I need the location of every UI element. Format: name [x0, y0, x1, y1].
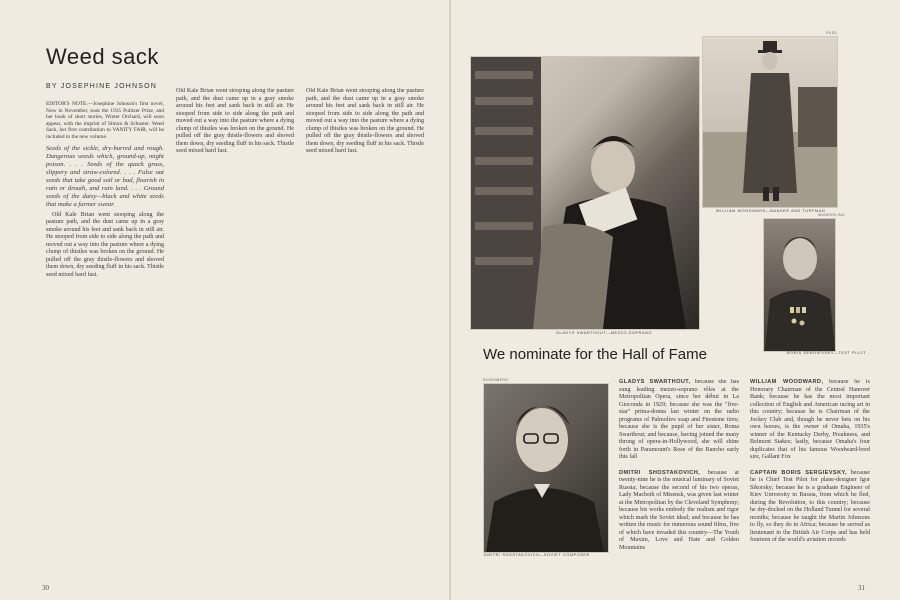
nominee-woodward: [750, 379, 870, 462]
swarthout-photo: [470, 56, 700, 330]
nominee-column-right: [750, 379, 870, 571]
left-column-3: [306, 88, 424, 571]
photo-credit-bottom: ROSENBERG: [483, 378, 509, 382]
sergievsky-caption: BORIS SERGIEVSKY—TEST PILOT: [787, 351, 867, 355]
sergievsky-photo-illustration: [764, 219, 835, 351]
right-folio: 31: [858, 584, 865, 592]
left-folio: 30: [42, 584, 49, 592]
nominee-text: because at twenty-nine he is the musical luminary of Soviet Russia; because the second of his two operas, Lady Macbeth of Mtsensk, was given last winter at the Metropolitan by the Cleveland Symphony; because his works embody the realism and rigor which mark the Soviet ideal; and because he has written the music for numerous sound films, five of which have invaded this country—The Youth of Maxim, Love and Hate and Golden Mountains: [619, 469, 739, 551]
article-title: Weed sack: [46, 44, 159, 69]
body-paragraph: Old Kale Brian went stooping along the pasture path, and the dust came up in a gray smoke around his feet and sank back in still air. He stooped from side to side along the path and moved out a way into the pasture where a dying clump of thistles was broken on the ground. He pulled off the gray thistle-flowers and shoved them down, dry seeding fluff in his sack. Thistle seed mixed hard fast.: [176, 88, 294, 154]
nominee-shostakovich: [619, 470, 739, 553]
shostakovich-photo-illustration: [484, 384, 608, 552]
editors-note: EDITOR'S NOTE.—Josephine Johnson's first novel, Now in November, took the 1935 Pulitzer Prize, and her book of short stories, Winter Orchard, will soon appear, with the imprint of Simon & Schuster. Weed Sack, her first contribution to VANITY FAIR, will be included in the new volume.: [46, 101, 164, 140]
article-byline: BY JOSEPHINE JOHNSON: [46, 83, 158, 90]
woodward-caption: WILLIAM WOODWARD—BANKER AND TURFMAN: [716, 209, 826, 213]
nominee-name: GLADYS SWARTHOUT,: [619, 379, 691, 385]
swarthout-caption: GLADYS SWARTHOUT—MEZZO-SOPRANO: [556, 331, 653, 335]
shostakovich-photo: [483, 383, 609, 553]
nominee-text: because she has sung leading mezzo-soprano rôles at the Metropolitan Opera, since her début in La Gioconda in 1929; because she was the "five-star" prima-donna last winter on the radio programs of Palmolive soap and Firestone tires; because she is the pupil of her sister, Roma Swarthout; and because, having joined the many throng of opera-in-Hollywood, she will shine forth in Paramount's Rose of the Rancho early this fall: [619, 379, 739, 460]
nominee-column-middle: [619, 379, 739, 571]
section-headline: We nominate for the Hall of Fame: [483, 346, 707, 363]
nominee-sergievsky: [750, 470, 870, 545]
sergievsky-photo: [763, 218, 836, 352]
photo-credit-mid: WANDERLING: [818, 213, 845, 217]
woodward-photo-illustration: [703, 37, 837, 207]
left-column-2: [176, 88, 294, 571]
left-column-1: [46, 101, 164, 571]
photo-credit-top: RUSS: [826, 31, 838, 35]
nominee-name: CAPTAIN BORIS SERGIEVSKY,: [750, 469, 847, 476]
shostakovich-caption: DMITRI SHOSTAKOVICH—SOVIET COMPOSER: [484, 553, 590, 557]
body-paragraph: Old Kale Brian went stooping along the pasture path, and the dust came up in a gray smoke around his feet and sank back in still air. He stooped from side to side along the path and moved out a way into the pasture where a dying clump of thistles was broken on the ground. He pulled off the gray thistle-flowers and shoved them down, dry seeding fluff in his sack. Thistle seed mixed hard fast.: [46, 211, 164, 278]
nominee-text: because he is Chief Test Pilot for plane-designer Igor Sikorsky; because he is a graduate Engineer of Kiev University in Russia, from which he fled, during the Revolution, to this country; because he dry-docked on the Holland Tunnel for several months; because he taught the Martin Johnsons to fly, so they do in Africa; because he served as lieutenant in the British Air Corps and has held fourteen of the world's aviation records: [750, 469, 870, 543]
nominee-name: DMITRI SHOSTAKOVICH,: [619, 469, 701, 476]
body-paragraph: Old Kale Brian went stooping along the pasture path, and the dust came up in a gray smoke around his feet and sank back in still air. He stooped from side to side along the path and moved out a way into the pasture where a dying clump of thistles was broken on the ground. He pulled off the gray thistle-flowers and shoved them down, dry seeding fluff in his sack. Thistle seed mixed hard fast.: [306, 88, 424, 154]
woodward-photo: [702, 36, 838, 208]
nominee-text: because he is Honorary Chairman of the Central Hanover Bank; because he has the most important collection of English and American racing art in this country; because he is Chairman of the Jockey Club and, though he never bets on his own horses, is the owner of Omaha, 1935's winner of the Kentucky Derby, Preakness, and Belmont Stakes; lastly, because Omaha's four duplicates that of his famous Woodward-bred sire, Gallant Fox: [750, 379, 870, 460]
epigraph: Seeds of the sickle, dry-burred and rough. Dangerous weeds which, ground-up, might poison. . . . Seeds of the quack grass, slippery and straw-colored. . . . False oat seeds that take good soil or bad, flourish in rain or drouth, and ruin land. . . . Ground seeds of the daisy—black and white seeds that make a farmer swear.: [46, 144, 164, 208]
nominee-swarthout: [619, 379, 739, 462]
swarthout-photo-illustration: [471, 57, 699, 329]
nominee-name: WILLIAM WOODWARD,: [750, 379, 824, 385]
